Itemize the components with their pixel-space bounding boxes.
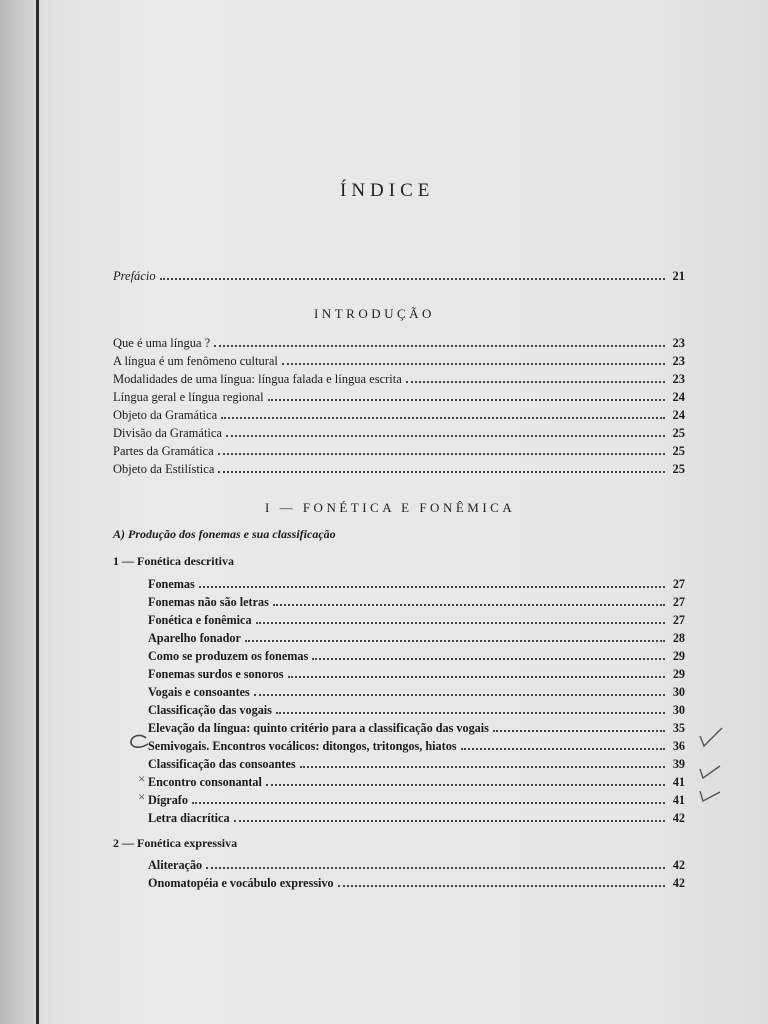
toc-page-number: 25 [672, 462, 685, 476]
toc-page-number: 42 [672, 876, 685, 890]
toc-row[interactable] [113, 423, 685, 441]
toc-row[interactable] [113, 369, 685, 387]
toc-label: Onomatopéia e vocábulo expressivo [148, 876, 334, 890]
section-heading-fonetica: I — FONÉTICA E FONÊMICA [265, 500, 516, 515]
leader-dots [254, 693, 665, 696]
leader-dots [493, 729, 665, 732]
handwritten-cross-mark: × [138, 789, 146, 804]
toc-label: Objeto da Estilística [113, 462, 215, 476]
toc-page-number: 24 [672, 390, 685, 404]
leader-dots [206, 866, 665, 869]
toc-page-number: 27 [672, 577, 685, 591]
toc-label: Letra diacrítica [148, 811, 230, 825]
toc-row[interactable] [148, 664, 685, 682]
toc-row-prefacio[interactable] [113, 266, 685, 284]
toc-page-number: 21 [672, 269, 685, 283]
group-heading-expressiva: 2 — Fonética expressiva [113, 836, 238, 850]
toc-label: Prefácio [113, 269, 156, 283]
checkmark-icon [698, 762, 722, 780]
toc-row[interactable] [148, 592, 685, 610]
toc-label: Divisão da Gramática [113, 426, 222, 440]
leader-dots [234, 819, 665, 822]
toc-page-number: 30 [672, 685, 685, 699]
toc-page-number: 42 [672, 858, 685, 872]
toc-label: Fonemas [148, 577, 195, 591]
leader-dots [199, 585, 665, 588]
toc-row[interactable] [148, 628, 685, 646]
leader-dots [273, 603, 665, 606]
toc-row[interactable] [148, 808, 685, 826]
handwritten-circle-mark [128, 733, 152, 751]
leader-dots [288, 675, 665, 678]
toc-row[interactable] [113, 351, 685, 369]
toc-page-number: 41 [672, 775, 685, 789]
toc-row[interactable] [148, 873, 685, 891]
toc-row[interactable] [148, 855, 685, 873]
toc-row[interactable] [148, 700, 685, 718]
toc-page-number: 35 [672, 721, 685, 735]
toc-label: Língua geral e língua regional [113, 390, 264, 404]
leader-dots [226, 434, 665, 437]
toc-label: Modalidades de uma língua: língua falada e língua escrita [113, 372, 402, 386]
leader-dots [256, 621, 665, 624]
toc-label: Como se produzem os fonemas [148, 649, 309, 663]
toc-page-number: 36 [672, 739, 685, 753]
toc-label: Partes da Gramática [113, 444, 214, 458]
toc-row[interactable] [148, 772, 685, 790]
toc-row[interactable] [113, 459, 685, 477]
toc-page-number: 23 [672, 354, 685, 368]
leader-dots [192, 801, 665, 804]
leader-dots [160, 277, 665, 280]
leader-dots [221, 416, 665, 419]
toc-page-number: 23 [672, 336, 685, 350]
toc-label: Fonemas surdos e sonoros [148, 667, 284, 681]
toc-page-number: 41 [672, 793, 685, 807]
leader-dots [245, 639, 665, 642]
toc-label: Encontro consonantal [148, 775, 262, 789]
toc-row[interactable] [148, 790, 685, 808]
toc-label: Fonética e fonêmica [148, 613, 252, 627]
leader-dots [276, 711, 665, 714]
toc-row[interactable] [113, 333, 685, 351]
leader-dots [461, 747, 665, 750]
toc-page-number: 27 [672, 613, 685, 627]
leader-dots [338, 884, 665, 887]
toc-row[interactable] [148, 610, 685, 628]
subsection-heading: A) Produção dos fonemas e sua classificação [113, 527, 336, 541]
toc-page-number: 27 [672, 595, 685, 609]
toc-page-number: 25 [672, 426, 685, 440]
toc-page-number: 30 [672, 703, 685, 717]
toc-label: Fonemas não são letras [148, 595, 269, 609]
toc-page-number: 42 [672, 811, 685, 825]
leader-dots [268, 398, 665, 401]
leader-dots [214, 344, 665, 347]
toc-page-number: 29 [672, 667, 685, 681]
toc-label: Classificação das vogais [148, 703, 272, 717]
checkmark-icon [698, 726, 724, 748]
toc-label: Dígrafo [148, 793, 188, 807]
leader-dots [282, 362, 665, 365]
handwritten-cross-mark: × [138, 771, 146, 786]
page-binding [0, 0, 48, 1024]
toc-label: Aparelho fonador [148, 631, 241, 645]
index-title: ÍNDICE [340, 180, 435, 201]
toc-label: Objeto da Gramática [113, 408, 218, 422]
toc-page-number: 25 [672, 444, 685, 458]
toc-row[interactable] [148, 646, 685, 664]
leader-dots [218, 452, 665, 455]
toc-row[interactable] [148, 574, 685, 592]
checkmark-icon [698, 786, 722, 804]
toc-page-number: 29 [672, 649, 685, 663]
group-heading-descritiva: 1 — Fonética descritiva [113, 554, 234, 568]
toc-label: Classificação das consoantes [148, 757, 296, 771]
toc-row[interactable] [148, 682, 685, 700]
leader-dots [406, 380, 665, 383]
leader-dots [300, 765, 665, 768]
toc-row[interactable] [148, 754, 685, 772]
section-heading-introducao: INTRODUÇÃO [314, 306, 435, 321]
toc-page-number: 24 [672, 408, 685, 422]
toc-label: A língua é um fenômeno cultural [113, 354, 278, 368]
toc-label: Vogais e consoantes [148, 685, 250, 699]
toc-row[interactable] [148, 736, 685, 754]
toc-label: Elevação da língua: quinto critério para a classificação das vogais [148, 721, 489, 735]
toc-page-number: 39 [672, 757, 685, 771]
book-spine-line [36, 0, 39, 1024]
leader-dots [218, 470, 665, 473]
toc-row[interactable] [113, 387, 685, 405]
leader-dots [266, 783, 665, 786]
toc-row[interactable] [113, 441, 685, 459]
toc-label: Semivogais. Encontros vocálicos: ditongos, tritongos, hiatos [148, 739, 457, 753]
toc-label: Aliteração [148, 858, 203, 872]
toc-label: Que é uma língua ? [113, 336, 211, 350]
leader-dots [312, 657, 665, 660]
toc-row[interactable] [148, 718, 685, 736]
toc-page-number: 23 [672, 372, 685, 386]
toc-row[interactable] [113, 405, 685, 423]
toc-page-number: 28 [672, 631, 685, 645]
